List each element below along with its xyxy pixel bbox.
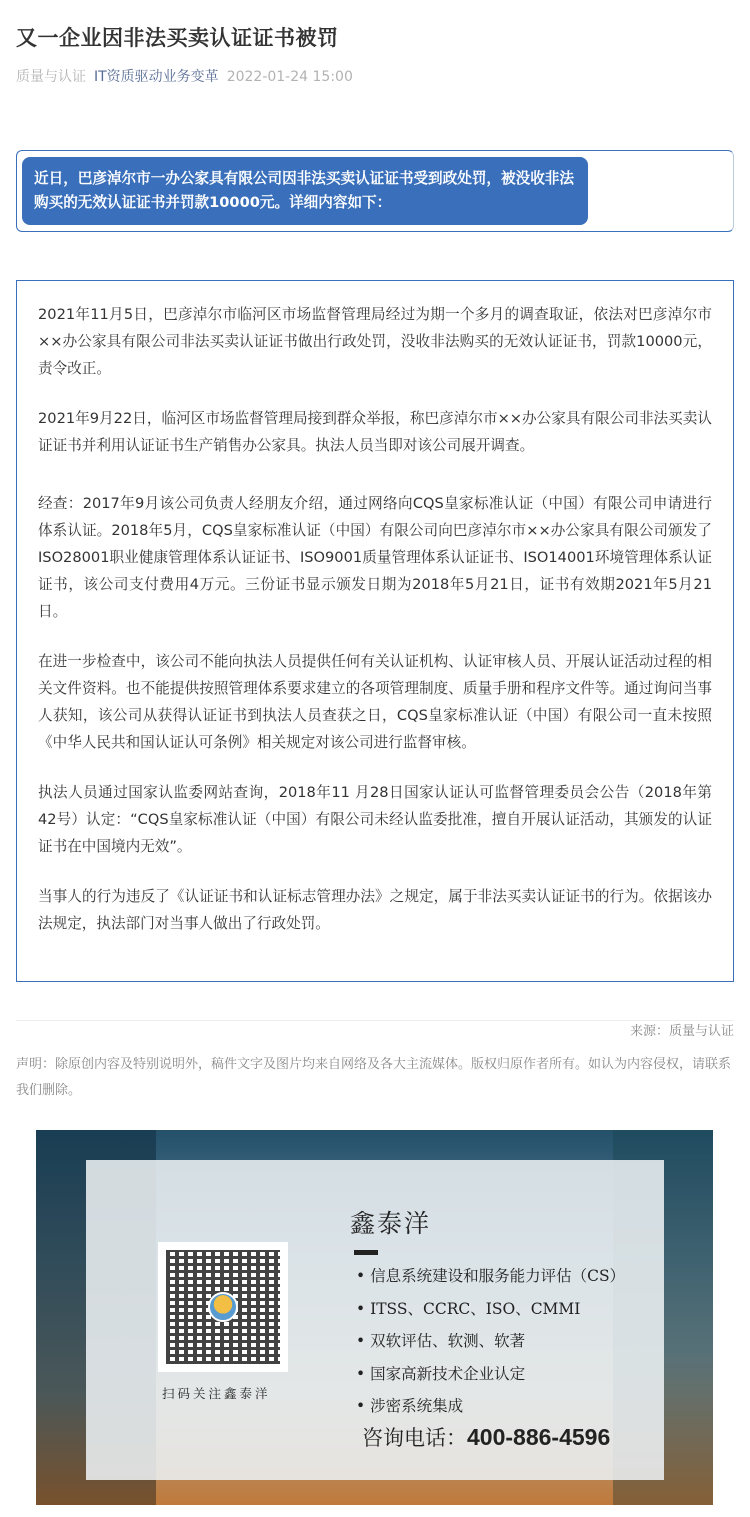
account-link[interactable]: IT资质驱动业务变革 (94, 69, 219, 85)
paragraph: 经查：2017年9月该公司负责人经朋友介绍，通过网络向CQS皇家标准认证（中国）有限公司申请进行体系认证。2018年5月，CQS皇家标准认证（中国）有限公司向巴彦淖尔市××办公家具有限公司颁发了ISO28001职业健康管理体系认证证书、ISO9001质量管理体系认证证书、ISO14001环境管理体系认证证书，该公司支付费用4万元。三份证书显示颁发日期为2018年5月21日，证书有效期2021年5月21日。 (38, 495, 712, 620)
service-list (356, 1260, 625, 1423)
brand-name: 鑫泰洋 (350, 1209, 432, 1238)
paragraph: 2021年11月5日，巴彦淖尔市临河区市场监督管理局经过为期一个多月的调查取证，依法对巴彦淖尔市××办公家具有限公司非法买卖认证证书做出行政处罚，没收非法购买的无效认证证书，罚款10000元，责令改正。 (38, 306, 712, 377)
service-item: • 双软评估、软测、软著 (356, 1325, 625, 1358)
service-item: • 信息系统建设和服务能力评估（CS） (356, 1260, 625, 1293)
phone-number: 400-886-4596 (467, 1424, 611, 1450)
copyright-notice: 声明：除原创内容及特别说明外，稿件文字及图片均来自网络及各大主流媒体。版权归原作者所有。如认为内容侵权，请联系我们删除。 (16, 1057, 732, 1098)
author: 质量与认证 (16, 69, 86, 85)
paragraph: 在进一步检查中，该公司不能向执法人员提供任何有关认证机构、认证审核人员、开展认证活动过程的相关文件资料。也不能提供按照管理体系要求建立的各项管理制度、质量手册和程序文件等。通过询问当事人获知，该公司从获得认证证书到执法人员查获之日，CQS皇家标准认证（中国）有限公司一直未按照《中华人民共和国认证认可条例》相关规定对该公司进行监督审核。 (38, 653, 712, 751)
paragraph: 执法人员通过国家认监委网站查询，2018年11 月28日国家认证认可监督管理委员会公告（2018年第42号）认定：“CQS皇家标准认证（中国）有限公司未经认监委批准，擅自开展认证活动，其颁发的认证证书在中国境内无效”。 (38, 784, 712, 855)
brand-underline (354, 1250, 378, 1255)
qr-caption: 扫码关注鑫泰洋 (162, 1386, 271, 1401)
qr-code[interactable] (158, 1242, 288, 1372)
service-item: • 国家高新技术企业认定 (356, 1358, 625, 1391)
article-meta (16, 66, 353, 86)
paragraph: 当事人的行为违反了《认证证书和认证标志管理办法》之规定，属于非法买卖认证证书的行为。依据该办法规定，执法部门对当事人做出了行政处罚。 (38, 888, 712, 932)
source-label: 来源：质量与认证 (629, 1024, 734, 1039)
phone-line (362, 1422, 610, 1452)
article-body (16, 280, 734, 982)
service-item: • 涉密系统集成 (356, 1390, 625, 1423)
publish-date: 2022-01-24 15:00 (226, 69, 353, 85)
logo-icon (208, 1292, 238, 1322)
divider (16, 1020, 734, 1021)
article-title: 又一企业因非法买卖认证证书被罚 (16, 26, 339, 50)
service-item: • ITSS、CCRC、ISO、CMMI (356, 1293, 625, 1326)
phone-label: 咨询电话： (362, 1426, 467, 1450)
promo-card (86, 1160, 664, 1480)
paragraph: 2021年9月22日，临河区市场监督管理局接到群众举报，称巴彦淖尔市××办公家具有限公司非法买卖认证证书并利用认证证书生产销售办公家具。执法人员当即对该公司展开调查。 (38, 410, 712, 454)
lead-summary: 近日，巴彦淖尔市一办公家具有限公司因非法买卖认证证书受到政处罚，被没收非法购买的无效认证证书并罚款10000元。详细内容如下： (22, 157, 588, 225)
promo-banner[interactable] (36, 1130, 713, 1505)
